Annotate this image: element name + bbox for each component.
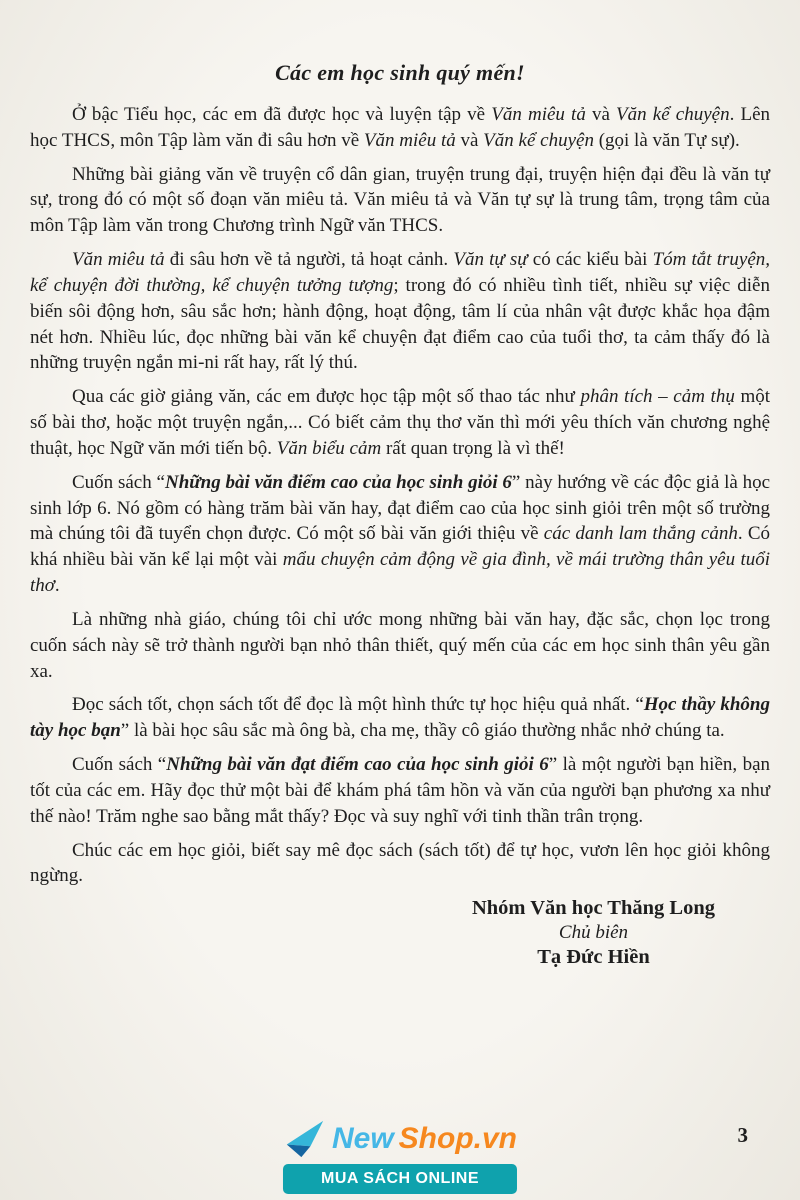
text-segment: ” này hướng về các độc giả là học sinh lớp 6. Nó gồm có hàng trăm bài văn hay, đạt điểm cao của học sinh giỏi trên một số trường mà chúng tôi đã tuyển chọn được. Có một số bài văn giới thiệu về xyxy=(30,471,771,545)
paragraph xyxy=(30,692,770,744)
page-number: 3 xyxy=(737,1123,748,1147)
text-segment: Những bài văn điểm cao của học sinh giỏi 6 xyxy=(164,471,512,493)
text-segment: Cuốn sách “ xyxy=(72,471,165,493)
newshop-logo xyxy=(283,1119,517,1159)
text-segment: ; trong đó có nhiều tình tiết, nhiều sự việc diễn biến sôi động hơn, sâu sắc hơn; hành động, hoạt động, tâm lí của nhân vật được khắc họa đậm nét hơn. Nhiều lúc, đọc những bài văn kể chuyện đạt điểm cao của tuổi thơ, ta cảm thấy đó là những truyện ngắn mi-ni rất hay, rất lý thú. xyxy=(30,274,770,374)
text-segment: Văn kể chuyện xyxy=(483,129,594,151)
text-segment: . Có khá nhiều bài văn kể lại một vài xyxy=(30,523,770,571)
text-segment: Là những nhà giáo, chúng tôi chỉ ước mong những bài văn hay, đặc sắc, chọn lọc trong cuốn sách này sẽ trở thành người bạn nhỏ thân thiết, quý mến của các em học sinh thân yêu gần xa. xyxy=(30,608,770,682)
page-title: Các em học sinh quý mến! xyxy=(275,60,525,85)
mua-sach-online-banner: MUA SÁCH ONLINE xyxy=(283,1164,517,1194)
text-segment: Văn tự sự xyxy=(453,249,528,271)
text-segment: đi sâu hơn về tả người, tả hoạt cảnh. xyxy=(164,249,454,271)
signature-role: Chủ biên xyxy=(558,922,629,944)
text-segment: rất quan trọng là vì thế! xyxy=(381,437,565,459)
paragraph xyxy=(30,247,770,376)
text-segment: ” là một người bạn hiền, bạn tốt của các em. Hãy đọc thử một bài để khám phá tâm hồn và văn của người bạn phương xa như thế nào! Trăm nghe sao bằng mắt thấy? Đọc và suy nghĩ với tinh thần trân trọng. xyxy=(30,754,770,827)
text-segment: ” là bài học sâu sắc mà ông bà, cha mẹ, thầy cô giáo thường nhắc nhở chúng ta. xyxy=(120,720,725,742)
text-segment: một số bài thơ, hoặc một truyện ngắn,... Có biết cảm thụ thơ văn thì mới yêu thích văn chương nghệ thuật, học Ngữ văn mới tiến bộ. xyxy=(30,386,770,459)
signature-name: Tạ Đức Hiền xyxy=(537,946,650,969)
text-segment: Văn miêu tả xyxy=(363,129,456,151)
paragraph xyxy=(30,838,770,890)
signature-block xyxy=(472,897,715,969)
text-segment: Đọc sách tốt, chọn sách tốt để đọc là một hình thức tự học hiệu quả nhất. “ xyxy=(72,694,644,716)
publisher-footer xyxy=(283,1119,517,1194)
logo-text-new: New xyxy=(331,1122,394,1155)
text-segment: các danh lam thắng cảnh xyxy=(543,523,738,545)
paragraph xyxy=(30,752,770,829)
text-segment: (gọi là văn Tự sự). xyxy=(593,129,740,151)
paragraphs xyxy=(30,102,770,889)
text-segment: Văn biểu cảm xyxy=(276,437,382,459)
text-segment: Tóm tắt truyện, kể chuyện đời thường, kể chuyện tưởng tượng xyxy=(30,249,770,296)
paragraph xyxy=(30,607,770,684)
paragraph xyxy=(30,162,770,239)
text-segment: phân tích – cảm thụ xyxy=(580,386,735,408)
text-segment: Ở bậc Tiểu học, các em đã được học và luyện tập về xyxy=(72,104,492,125)
text-segment: Chúc các em học giỏi, biết say mê đọc sách (sách tốt) để tự học, vươn lên học giỏi không ngừng. xyxy=(30,839,770,887)
text-segment: và xyxy=(585,104,617,125)
text-segment: Học thầy không tày học bạn xyxy=(30,694,771,742)
text-segment: Văn miêu tả xyxy=(491,104,586,125)
text-segment: mẩu chuyện cảm động về gia đình, về mái trường thân yêu tuổi thơ xyxy=(30,549,771,597)
paragraph xyxy=(30,470,770,599)
text-segment: Văn miêu tả xyxy=(72,249,165,271)
text-segment: Những bài văn đạt điểm cao của học sinh giỏi 6 xyxy=(166,754,549,776)
text-segment: và xyxy=(455,129,484,151)
text-segment: có các kiểu bài xyxy=(527,249,653,271)
paragraph xyxy=(30,384,770,461)
text-segment: Qua các giờ giảng văn, các em được học tập một số thao tác như xyxy=(72,386,581,408)
text-segment: Văn kể chuyện xyxy=(616,104,730,125)
signature-group: Nhóm Văn học Thăng Long xyxy=(471,897,715,920)
paragraph xyxy=(30,102,770,154)
text-segment: Cuốn sách “ xyxy=(72,754,167,776)
text-segment: Những bài giảng văn về truyện cổ dân gian, truyện trung đại, truyện hiện đại đều là văn tự sự, trong đó có một số đoạn văn miêu tả. Văn miêu tả và Văn tự sự là trung tâm, trọng tâm của môn Tập làm văn trong Chương trình Ngữ văn THCS. xyxy=(30,163,770,237)
logo-text-shop: Shop.vn xyxy=(398,1122,518,1155)
newshop-arrow-icon xyxy=(283,1119,327,1159)
text-segment: . Lên học THCS, môn Tập làm văn đi sâu hơn về xyxy=(30,104,770,151)
text-segment: . xyxy=(54,575,60,597)
